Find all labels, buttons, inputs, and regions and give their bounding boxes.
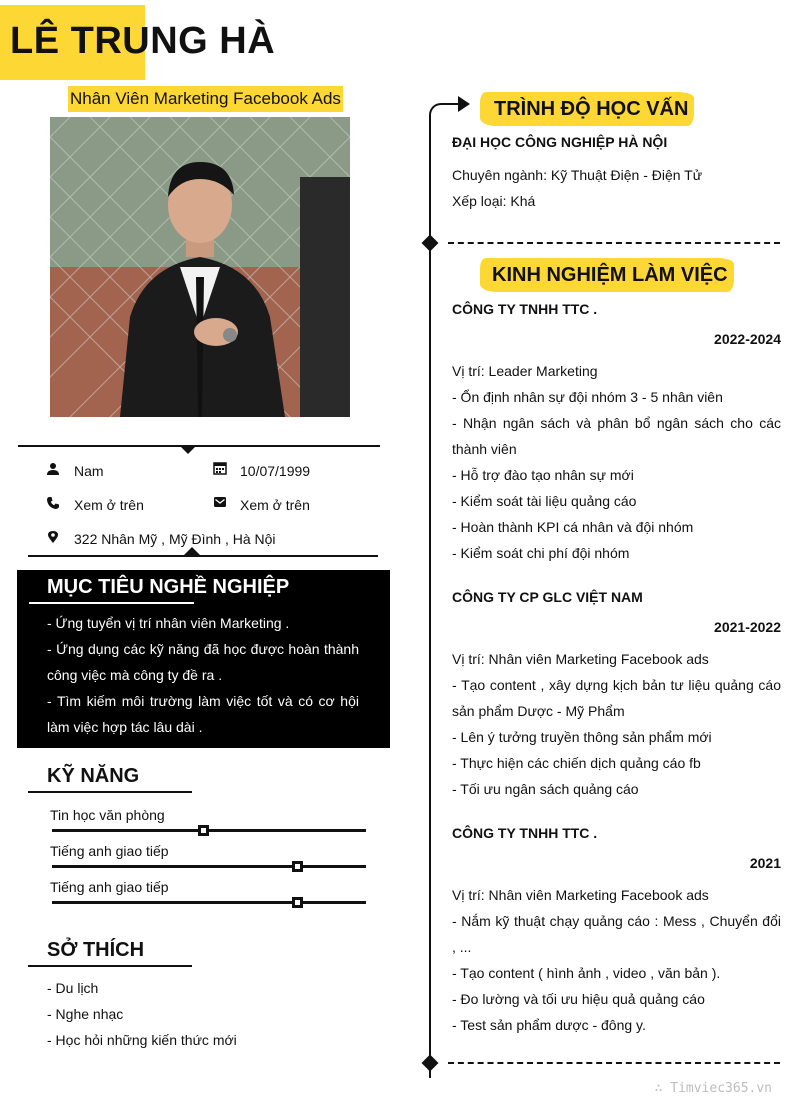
job-line: Vị trí: Leader Marketing: [452, 363, 598, 379]
skill-label: Tin học văn phòng: [50, 807, 165, 823]
job-line: - Hỗ trợ đào tạo nhân sự mới: [452, 467, 634, 483]
list-item: - Du lịch: [47, 980, 99, 996]
job-line: - Đo lường và tối ưu hiệu quả quảng cáo: [452, 991, 705, 1007]
objective-line: - Ứng tuyển vị trí nhân viên Marketing .: [47, 615, 290, 631]
skill-bar: [52, 829, 366, 832]
list-item: - Học hỏi những kiến thức mới: [47, 1032, 237, 1048]
job-line: - Ổn định nhân sự đội nhóm 3 - 5 nhân viên: [452, 389, 723, 405]
job-company: CÔNG TY TNHH TTC .: [452, 301, 598, 317]
info-gender: Nam: [74, 463, 104, 479]
objective-line: - Tìm kiếm môi trường làm việc tốt và có cơ hội làm việc hợp tác lâu dài .: [47, 693, 359, 735]
education-grade: Xếp loại: Khá: [452, 193, 536, 209]
info-divider-pointer-up: [184, 547, 200, 555]
job-line: - Lên ý tưởng truyền thông sản phẩm mới: [452, 729, 712, 745]
job-line: - Kiểm soát chi phí đội nhóm: [452, 545, 630, 561]
job-description: [452, 882, 781, 1038]
timeline-curve: [429, 103, 445, 123]
experience-title: KINH NGHIỆM LÀM VIỆC: [492, 264, 728, 286]
skill-level-knob: [292, 861, 303, 872]
info-email: Xem ở trên: [240, 497, 310, 513]
info-birthday: 10/07/1999: [240, 463, 311, 479]
job-period: 2021: [749, 855, 781, 871]
experience-entry: [452, 824, 781, 1038]
envelope-icon: [213, 495, 227, 509]
education-school: ĐẠI HỌC CÔNG NGHIỆP HÀ NỘI: [452, 134, 668, 150]
objective-text: [47, 610, 359, 740]
objective-title: MỤC TIÊU NGHỀ NGHIỆP: [47, 576, 290, 598]
skill-label: Tiếng anh giao tiếp: [50, 879, 169, 895]
job-period: 2021-2022: [714, 619, 781, 635]
section-divider: [448, 242, 780, 244]
arrow-right-icon: [458, 96, 470, 112]
info-address: 322 Nhân Mỹ , Mỹ Đình , Hà Nội: [74, 531, 276, 547]
job-line: - Tạo content , xây dựng kịch bản tư liệu quảng cáo sản phẩm Dược - Mỹ Phẩm: [452, 677, 781, 719]
skill-label: Tiếng anh giao tiếp: [50, 843, 169, 859]
map-marker-icon: [46, 530, 60, 544]
job-line: Vị trí: Nhân viên Marketing Facebook ads: [452, 887, 709, 903]
job-line: - Nắm kỹ thuật chạy quảng cáo : Mess , Chuyển đổi , ...: [452, 913, 781, 955]
job-description: [452, 358, 781, 566]
user-icon: [46, 462, 60, 476]
skills-underline: [28, 791, 192, 793]
skill-bar: [52, 865, 366, 868]
job-line: - Nhận ngân sách và phân bổ ngân sách cho các thành viên: [452, 415, 781, 457]
education-title: TRÌNH ĐỘ HỌC VẤN: [494, 98, 689, 120]
phone-icon: [46, 496, 60, 510]
experience-entry: [452, 300, 781, 566]
section-divider: [448, 1062, 780, 1064]
job-period: 2022-2024: [714, 331, 781, 347]
hobbies-title: SỞ THÍCH: [47, 939, 145, 961]
education-major: Chuyên ngành: Kỹ Thuật Điện - Điện Tử: [452, 167, 703, 183]
candidate-name: LÊ TRUNG HÀ: [10, 20, 276, 62]
diamond-icon: [422, 1055, 439, 1072]
job-line: - Tạo content ( hình ảnh , video , văn bản ).: [452, 965, 721, 981]
timeline-line: [429, 120, 431, 1078]
info-divider-pointer-down: [180, 446, 196, 454]
skill-bar: [52, 901, 366, 904]
diamond-icon: [422, 235, 439, 252]
job-line: - Thực hiện các chiến dịch quảng cáo fb: [452, 755, 701, 771]
watermark: [655, 1081, 772, 1096]
info-divider-top: [18, 445, 380, 447]
hobbies-underline: [28, 965, 192, 967]
watermark-text: Timviec365.vn: [670, 1081, 772, 1096]
skill-level-knob: [292, 897, 303, 908]
hobby-list: [47, 975, 237, 1053]
objective-line: - Ứng dụng các kỹ năng đã học được hoàn thành công việc mà công ty đề ra .: [47, 641, 359, 683]
job-line: - Test sản phẩm dược - đông y.: [452, 1017, 646, 1033]
career-objective-section: [17, 570, 390, 748]
job-line: Vị trí: Nhân viên Marketing Facebook ads: [452, 651, 709, 667]
info-phone: Xem ở trên: [74, 497, 144, 513]
job-company: CÔNG TY CP GLC VIỆT NAM: [452, 589, 643, 605]
calendar-icon: [213, 461, 227, 475]
skills-title: KỸ NĂNG: [47, 765, 140, 787]
profile-photo: [50, 117, 350, 417]
job-line: - Kiểm soát tài liệu quảng cáo: [452, 493, 637, 509]
job-line: - Tối ưu ngân sách quảng cáo: [452, 781, 639, 797]
experience-entry: [452, 588, 781, 802]
skill-level-knob: [198, 825, 209, 836]
watermark-mark-icon: ∴: [654, 1081, 671, 1096]
job-title: Nhân Viên Marketing Facebook Ads: [68, 86, 343, 112]
objective-underline: [29, 602, 194, 604]
job-description: [452, 646, 781, 802]
list-item: - Nghe nhạc: [47, 1006, 124, 1022]
job-company: CÔNG TY TNHH TTC .: [452, 825, 598, 841]
info-divider-bottom: [28, 555, 378, 557]
job-line: - Hoàn thành KPI cá nhân và đội nhóm: [452, 519, 694, 535]
